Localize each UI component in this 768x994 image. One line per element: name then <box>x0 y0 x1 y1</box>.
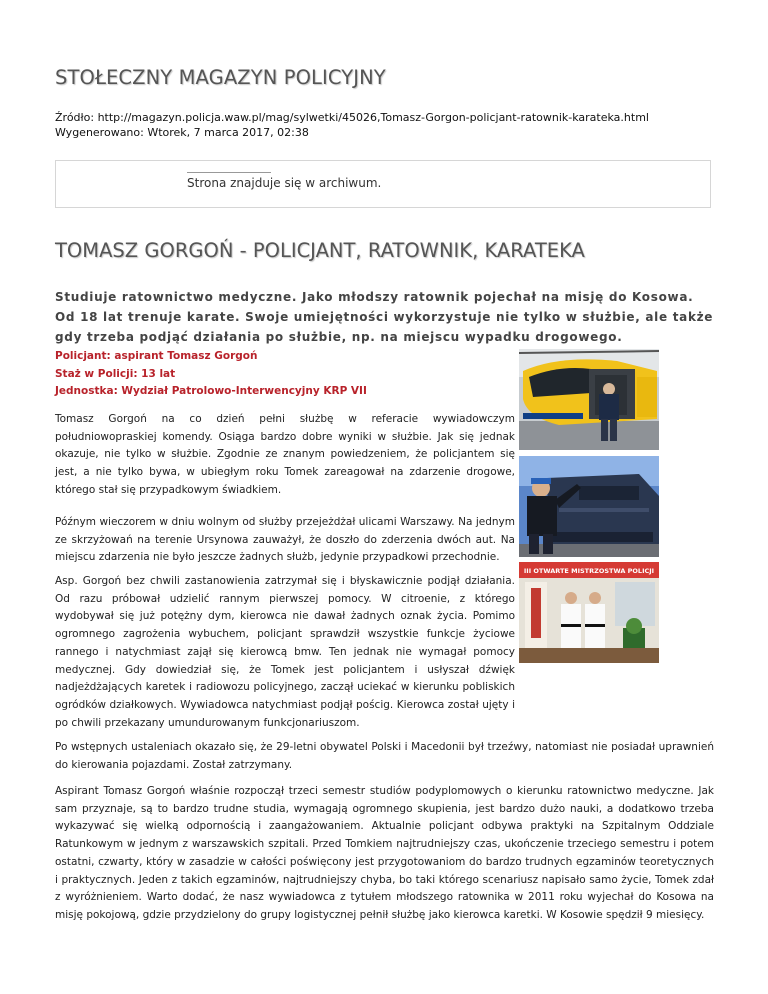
helicopter-photo <box>519 349 659 450</box>
article-paragraph-4: Po wstępnych ustaleniach okazało się, że 29-letni obywatel Polski i Macedonii był trzeźwy, natomiast nie posiadał uprawnień do kierowania pojazdami. Został zatrzymany. <box>55 741 714 771</box>
article-paragraph-3: Asp. Gorgoń bez chwili zastanowienia zatrzymał się i błyskawicznie podjął działania. Od razu próbował udzielić rannym pierwszej pomocy. W citroenie, z którego wydobywał się już potężny dym, kierowca nie dawał żadnych oznak życia. Pomimo ogromnego zagrożenia wybuchem, policjant sprawdził wszystkie funkcje życiowe rannego i natychmiast zajął się kierowcą bmw. Ten jednak nie wymagał pomocy medycznej. Gdy dowiedział się, że Tomek jest policjantem i usłyszał dźwięk nadjeżdżających karetek i radiowozu policyjnego, zaczął uciekać w kierunku pobliskich ogródków działkowych. Wywiadowca natychmiast podjął pościg. Kierowca został ujęty i po chwili przekazany umundurowanym funkcjonariuszom. <box>55 575 515 729</box>
armored-vehicle-photo <box>519 456 659 557</box>
karate-championship-photo <box>519 562 659 663</box>
archive-notice-box <box>55 160 711 208</box>
archive-divider <box>187 172 271 173</box>
generated-date: Wygenerowano: Wtorek, 7 marca 2017, 02:38 <box>55 126 309 139</box>
article-lead: Studiuje ratownictwo medyczne. Jako młodszy ratownik pojechał na misję do Kosowa. Od 18 lat trenuje karate. Swoje umiejętności wykorzystuje nie tylko w służbie, ale także gdy trzeba podjąć działania po służbie, np. na miejscu wypadku drogowego. <box>55 290 714 344</box>
source-url[interactable]: Źródło: http://magazyn.policja.waw.pl/mag/sylwetki/45026,Tomasz-Gorgon-policjant-ratownik-karateka.html <box>55 111 649 124</box>
article-paragraph-1: Tomasz Gorgoń na co dzień pełni służbę w referacie wywiadowczym południowopraskiej komendy. Osiąga bardzo dobre wyniki w służbie. Jak się jednak okazuje, nie tylko w służbie. Zgodnie ze znanym powiedzeniem, że policjantem się jest, a nie tylko bywa, w ubiegłym roku Tomek zareagował na zdarzenie drogowe, którego stał się przypadkowym świadkiem. <box>55 413 515 496</box>
article-title: TOMASZ GORGOŃ - POLICJANT, RATOWNIK, KARATEKA <box>55 239 585 262</box>
article-paragraph-2: Późnym wieczorem w dniu wolnym od służby przejeżdżał ulicami Warszawy. Na jednym ze skrzyżowań na terenie Ursynowa zauważył, że doszło do zderzenia dwóch aut. Na miejscu zdarzenia nie było jeszcze żadnych służb, jedynie przypadkowi przechodnie. <box>55 516 515 564</box>
site-title: STOŁECZNY MAGAZYN POLICYJNY <box>55 66 386 89</box>
fact-service-length: Staż w Policji: 13 lat <box>55 367 176 380</box>
document-meta <box>55 110 649 140</box>
fact-officer: Policjant: aspirant Tomasz Gorgoń <box>55 350 258 362</box>
officer-facts <box>55 348 367 401</box>
article-paragraph-5: Aspirant Tomasz Gorgoń właśnie rozpoczął trzeci semestr studiów podyplomowych o kierunku ratownictwo medyczne. Jak sam przyznaje, są to bardzo trudne studia, wymagają ogromnego skupienia, jest bardzo dużo nauki, a dodatkowo trzeba wykazywać się wielką odpornością i zaangażowaniem. Aktualnie policjant odbywa praktyki na Szpitalnym Oddziale Ratunkowym w jednym z warszawskich szpitali. Przed Tomkiem najtrudniejszy czas, ukończenie trzeciego semestru i potem ostatni, czwarty, który w zasadzie w całości poświęcony jest przygotowaniom do bardzo trudnych egzaminów teoretycznych i praktycznych. Jeden z takich egzaminów, najtrudniejszy chyba, bo taki którego scenariusz napisało samo życie, Tomek zdał z wyróżnieniem. Warto dodać, że nasz wywiadowca z tytułem młodszego ratownika w 2011 roku wyjechał do Kosowa na misję pokojową, gdzie przydzielony do grupy logistycznej pełnił służbę jako kierowca karetki. W Kosowie spędził 9 miesięcy. <box>55 785 714 921</box>
fact-unit: Jednostka: Wydział Patrolowo-Interwencyjny KRP VII <box>55 385 367 397</box>
archive-notice: Strona znajduje się w archiwum. <box>187 176 382 190</box>
photo-banner-text: III OTWARTE MISTRZOSTWA POLICJI <box>523 567 655 575</box>
